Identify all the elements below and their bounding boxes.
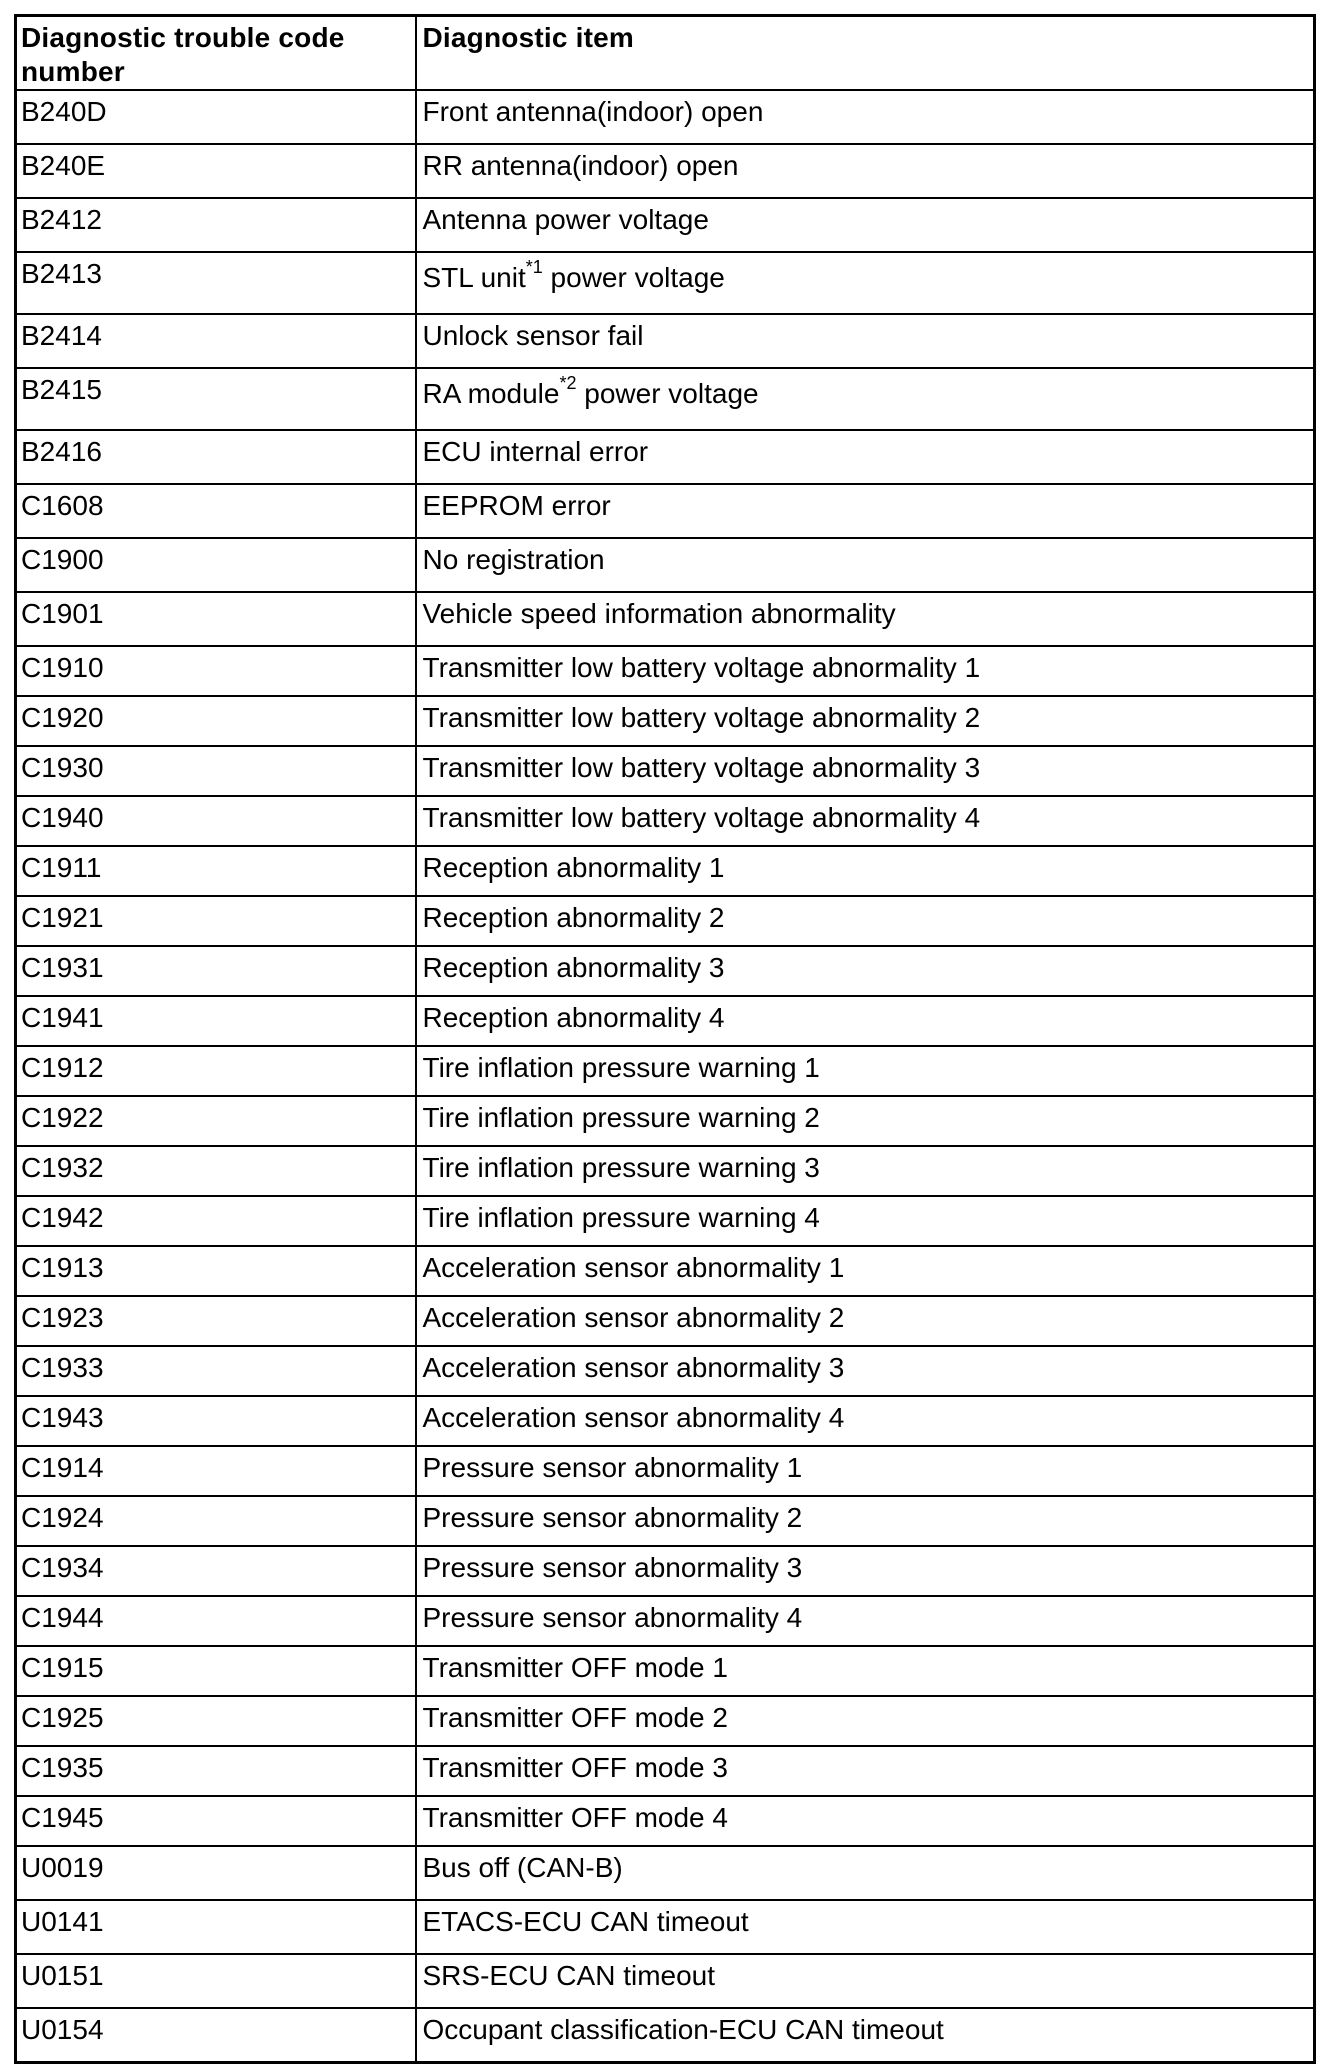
code-cell: C1940 [16, 796, 416, 846]
item-cell: Reception abnormality 1 [416, 846, 1315, 896]
table-header-row [16, 16, 1315, 91]
code-cell: C1943 [16, 1396, 416, 1446]
code-cell: C1944 [16, 1596, 416, 1646]
code-cell: U0154 [16, 2008, 416, 2063]
item-cell: Reception abnormality 2 [416, 896, 1315, 946]
table-row [16, 430, 1315, 484]
header-item: Diagnostic item [416, 16, 1315, 91]
code-cell: B2414 [16, 314, 416, 368]
code-cell: C1942 [16, 1196, 416, 1246]
table-row [16, 198, 1315, 252]
code-cell: B2415 [16, 368, 416, 430]
code-cell: C1930 [16, 746, 416, 796]
item-cell: Tire inflation pressure warning 3 [416, 1146, 1315, 1196]
item-cell: Front antenna(indoor) open [416, 90, 1315, 144]
table-row [16, 2008, 1315, 2063]
table-row [16, 1596, 1315, 1646]
item-cell: Transmitter OFF mode 3 [416, 1746, 1315, 1796]
item-text: RA module [422, 378, 560, 409]
table-row [16, 1246, 1315, 1296]
code-cell: C1921 [16, 896, 416, 946]
item-cell: Transmitter low battery voltage abnormality 1 [416, 646, 1315, 696]
footnote-marker: *2 [559, 372, 577, 393]
code-cell: C1933 [16, 1346, 416, 1396]
table-row [16, 1796, 1315, 1846]
code-cell: C1913 [16, 1246, 416, 1296]
item-cell: RR antenna(indoor) open [416, 144, 1315, 198]
code-cell: C1924 [16, 1496, 416, 1546]
table-row [16, 90, 1315, 144]
item-cell: Unlock sensor fail [416, 314, 1315, 368]
table-row [16, 1846, 1315, 1900]
item-cell: Transmitter OFF mode 4 [416, 1796, 1315, 1846]
item-cell: Tire inflation pressure warning 4 [416, 1196, 1315, 1246]
table-row [16, 368, 1315, 430]
item-cell: Pressure sensor abnormality 3 [416, 1546, 1315, 1596]
item-cell: Acceleration sensor abnormality 2 [416, 1296, 1315, 1346]
table-row [16, 484, 1315, 538]
table-row [16, 538, 1315, 592]
code-cell: C1900 [16, 538, 416, 592]
item-cell: Transmitter low battery voltage abnormality 2 [416, 696, 1315, 746]
item-cell: EEPROM error [416, 484, 1315, 538]
code-cell: C1932 [16, 1146, 416, 1196]
table-row [16, 1046, 1315, 1096]
item-cell: Pressure sensor abnormality 4 [416, 1596, 1315, 1646]
code-cell: C1945 [16, 1796, 416, 1846]
code-cell: C1911 [16, 846, 416, 896]
table-row [16, 1446, 1315, 1496]
code-cell: B2412 [16, 198, 416, 252]
item-text: power voltage [542, 262, 725, 293]
code-cell: C1935 [16, 1746, 416, 1796]
table-row [16, 592, 1315, 646]
table-row [16, 1746, 1315, 1796]
table-row [16, 1096, 1315, 1146]
item-cell: Transmitter OFF mode 2 [416, 1696, 1315, 1746]
table-row [16, 1900, 1315, 1954]
table-row [16, 1396, 1315, 1446]
table-row [16, 646, 1315, 696]
item-cell: SRS-ECU CAN timeout [416, 1954, 1315, 2008]
table-row [16, 746, 1315, 796]
table-row [16, 946, 1315, 996]
item-cell: Pressure sensor abnormality 2 [416, 1496, 1315, 1546]
table-row [16, 996, 1315, 1046]
item-cell: Tire inflation pressure warning 1 [416, 1046, 1315, 1096]
item-cell: Transmitter low battery voltage abnormality 4 [416, 796, 1315, 846]
code-cell: C1915 [16, 1646, 416, 1696]
table-row [16, 1546, 1315, 1596]
item-cell: ETACS-ECU CAN timeout [416, 1900, 1315, 1954]
table-row [16, 252, 1315, 314]
code-cell: B2413 [16, 252, 416, 314]
code-cell: C1941 [16, 996, 416, 1046]
table-row [16, 1646, 1315, 1696]
header-code: Diagnostic trouble code number [16, 16, 416, 91]
table-row [16, 896, 1315, 946]
item-cell: Pressure sensor abnormality 1 [416, 1446, 1315, 1496]
table-row [16, 1346, 1315, 1396]
code-cell: U0141 [16, 1900, 416, 1954]
code-cell: C1920 [16, 696, 416, 746]
table-row [16, 1196, 1315, 1246]
table-row [16, 846, 1315, 896]
table-row [16, 696, 1315, 746]
item-cell: Tire inflation pressure warning 2 [416, 1096, 1315, 1146]
item-text: power voltage [576, 378, 759, 409]
code-cell: B2416 [16, 430, 416, 484]
item-cell: Occupant classification-ECU CAN timeout [416, 2008, 1315, 2063]
table-row [16, 1496, 1315, 1546]
item-cell: Transmitter OFF mode 1 [416, 1646, 1315, 1696]
code-cell: C1608 [16, 484, 416, 538]
item-cell: Antenna power voltage [416, 198, 1315, 252]
item-cell: Acceleration sensor abnormality 3 [416, 1346, 1315, 1396]
code-cell: C1934 [16, 1546, 416, 1596]
table-row [16, 1146, 1315, 1196]
item-text: STL unit [422, 262, 526, 293]
item-cell: Bus off (CAN-B) [416, 1846, 1315, 1900]
table-row [16, 314, 1315, 368]
item-cell: ECU internal error [416, 430, 1315, 484]
code-cell: C1922 [16, 1096, 416, 1146]
code-cell: C1923 [16, 1296, 416, 1346]
code-cell: B240D [16, 90, 416, 144]
code-cell: C1931 [16, 946, 416, 996]
item-cell: Acceleration sensor abnormality 4 [416, 1396, 1315, 1446]
code-cell: C1925 [16, 1696, 416, 1746]
footnote-marker: *1 [525, 256, 543, 277]
item-cell: Transmitter low battery voltage abnormality 3 [416, 746, 1315, 796]
item-cell: Vehicle speed information abnormality [416, 592, 1315, 646]
code-cell: U0151 [16, 1954, 416, 2008]
item-cell [416, 368, 1315, 430]
table-row [16, 144, 1315, 198]
item-cell: Reception abnormality 3 [416, 946, 1315, 996]
item-cell: No registration [416, 538, 1315, 592]
code-cell: U0019 [16, 1846, 416, 1900]
item-cell: Reception abnormality 4 [416, 996, 1315, 1046]
code-cell: C1914 [16, 1446, 416, 1496]
code-cell: C1912 [16, 1046, 416, 1096]
table-row [16, 1954, 1315, 2008]
table-row [16, 796, 1315, 846]
item-cell [416, 252, 1315, 314]
table-row [16, 1696, 1315, 1746]
diagnostic-code-table [14, 14, 1316, 2064]
item-cell: Acceleration sensor abnormality 1 [416, 1246, 1315, 1296]
code-cell: B240E [16, 144, 416, 198]
code-cell: C1910 [16, 646, 416, 696]
code-cell: C1901 [16, 592, 416, 646]
table-row [16, 1296, 1315, 1346]
